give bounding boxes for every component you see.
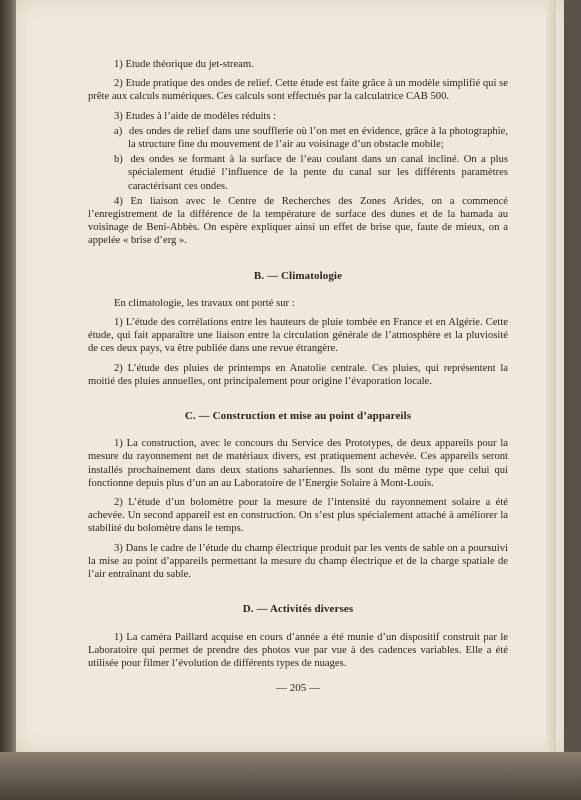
item-3a — [88, 125, 508, 151]
activ-item-1: 1) La caméra Paillard acquise en cours d’année a été munie d’un dispositif construit par le Laboratoire qui permet de prendre des photos vue par vue à des cadences variables. Elle a été utilisée pour filmer l’évolution de différents types de nuages. — [88, 631, 508, 669]
page-text — [88, 58, 508, 695]
scan-left-margin — [0, 0, 16, 800]
item-3b — [88, 153, 508, 193]
scan-bottom-margin — [0, 752, 581, 800]
heading-activites: D. — Activités diverses — [242, 603, 354, 616]
constr-item-1: 1) La construction, avec le concours du Service des Prototypes, de deux appareils pour la mesure du rayonnement net de matériaux divers, est pratiquement achevée. Ces appareils seront installés prochainement dans deux stations sahariennes. Ils sont du même type que celui qui fonctionne depuis plus d’un an au Laboratoire de l’Energie Solaire à Mont-Louis. — [88, 438, 508, 489]
item-4: 4) En liaison avec le Centre de Recherches des Zones Arides, on a commencé l’enregistrement de la différence de la température de surface des dunes et de la hamada au voisinage de Beni-Abbès. On espère expliquer ainsi un effet de brise que, faute de mieux, on a appelée « brise d’erg ». — [88, 195, 508, 247]
heading-construction: C. — Construction et mise au point d’appareils — [184, 410, 412, 423]
document-page — [16, 0, 564, 752]
item-3b-text: des ondes se formant à la surface de l’eau coulant dans un canal incliné. On a plus spécialement étudié l’influence de la pente du canal sur les différents paramètres caractérisant ces ondes. — [128, 154, 508, 192]
page-edge — [546, 0, 556, 752]
constr-item-2: 2) L’étude d’un bolomètre pour la mesure de l’intensité du rayonnement solaire a été achevée. Un second appareil est en construction. On s’est plus spécialement attaché à améliorer la stabilité du bolomètre dans le temps. — [88, 497, 508, 535]
item-2: 2) Etude pratique des ondes de relief. Cette étude est faite grâce à un modèle simplifié qui se prête aux calculs numériques. Ces calculs sont effectués par la calculatrice CAB 500. — [88, 78, 508, 103]
page-number: — 205 — — [276, 682, 320, 695]
climat-intro: En climatologie, les travaux ont porté sur : — [114, 297, 295, 309]
item-3a-text: des ondes de relief dans une soufflerie où l’on met en évidence, grâce à la photographie, la structure fine du mouvement de l’air au voisinage d’un obstacle mobile; — [128, 125, 508, 151]
heading-climatologie: B. — Climatologie — [253, 269, 343, 282]
climat-item-2: 2) L’étude des pluies de printemps en Anatolie centrale. Ces pluies, qui représentent la moitié des pluies annuelles, ont principalement pour origine l’évaporation locale. — [88, 362, 508, 387]
item-1: 1) Etude théorique du jet-stream. — [114, 59, 254, 70]
constr-item-3: 3) Dans le cadre de l’étude du champ électrique produit par les vents de sable on a poursuivi la mise au point d’appareils permettant la mesure du champ électrique et de la charge spatiale de l’air entraînant du sable. — [88, 542, 508, 581]
item-3b-label: b) — [114, 154, 123, 166]
item-3a-label: a) — [114, 125, 123, 137]
climat-item-1: 1) L’étude des corrélations entre les hauteurs de pluie tombée en France et en Algérie. Cette étude, qui fait apparaître une liaison entre la circulation générale de l’atmosphère et la pluviosité de ces deux pays, va être publiée dans une revue étrangère. — [88, 317, 508, 355]
item-3: 3) Etudes à l’aide de modèles réduits : — [114, 110, 277, 122]
